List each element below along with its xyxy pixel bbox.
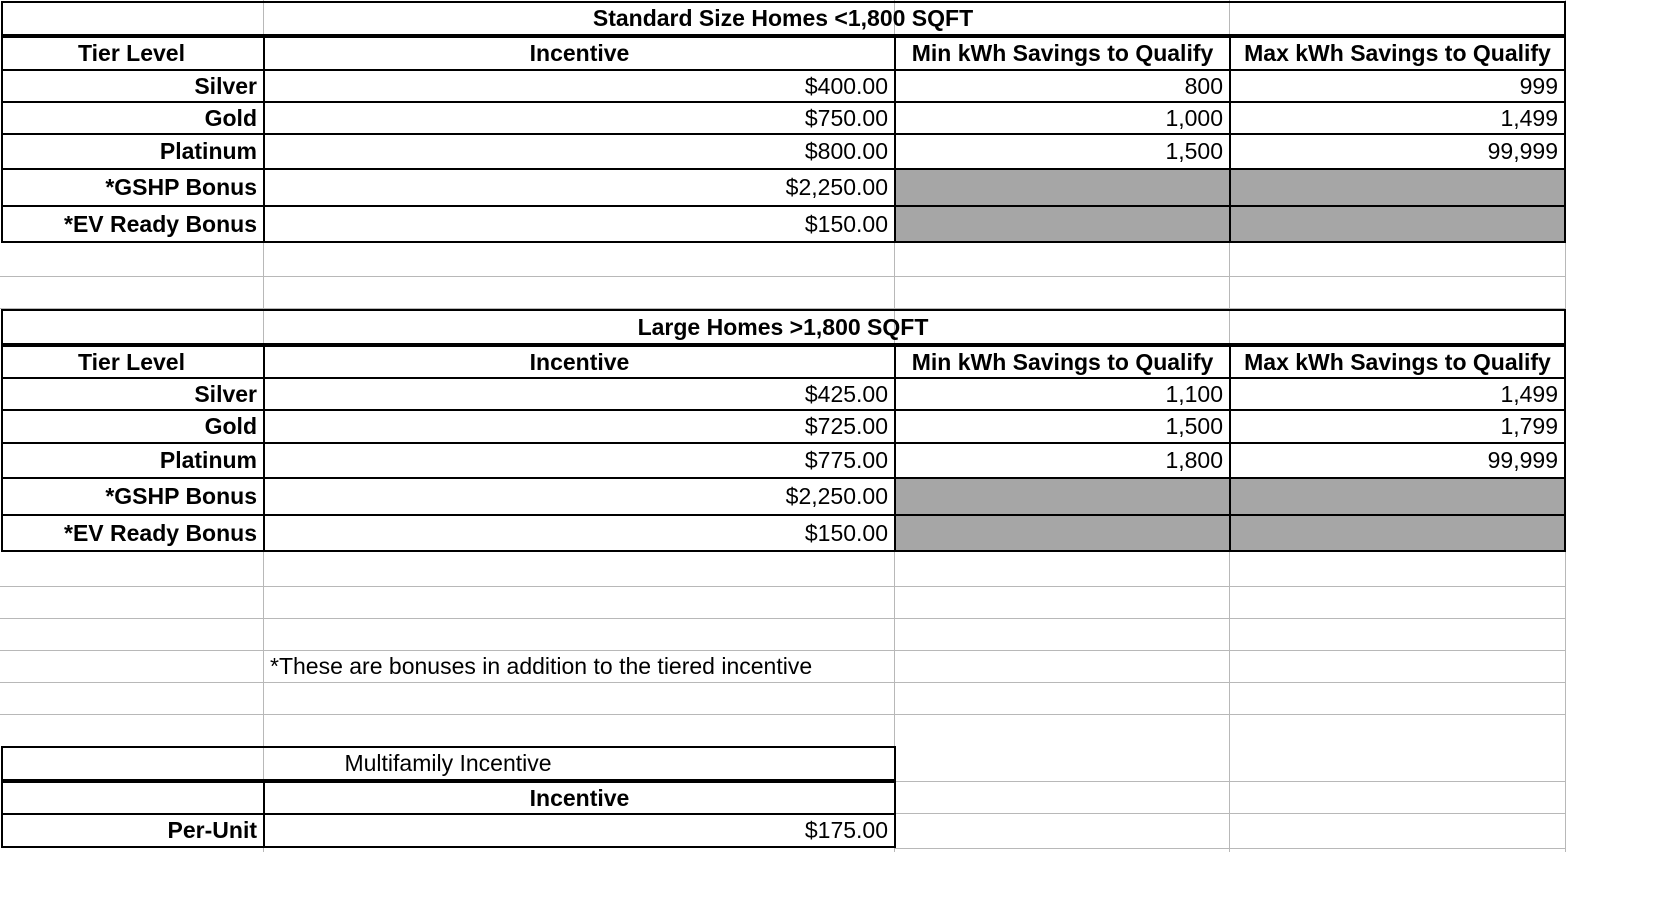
large-tier-gshp-bonus: *GSHP Bonus bbox=[105, 483, 257, 509]
standard-header-incentive: Incentive bbox=[529, 40, 630, 66]
standard-max-kwh-platinum: 99,999 bbox=[1487, 138, 1558, 164]
large-tier-gold: Gold bbox=[204, 413, 257, 439]
large-min-kwh-platinum: 1,800 bbox=[1165, 447, 1223, 473]
standard-header-max-kwh: Max kWh Savings to Qualify bbox=[1244, 40, 1551, 66]
large-max-kwh-gold: 1,799 bbox=[1500, 413, 1558, 439]
bonus-footnote: *These are bonuses in addition to the tiered incentive bbox=[270, 653, 813, 679]
standard-tier-platinum: Platinum bbox=[159, 138, 257, 164]
standard-header-tier-level: Tier Level bbox=[78, 40, 185, 66]
large-min-kwh-silver: 1,100 bbox=[1165, 380, 1223, 407]
multifamily-per-unit-label: Per-Unit bbox=[167, 817, 257, 843]
large-header-incentive: Incentive bbox=[529, 348, 630, 375]
standard-tier-gold: Gold bbox=[204, 104, 257, 131]
large-tier-silver: Silver bbox=[194, 380, 257, 407]
large-tier-platinum: Platinum bbox=[159, 447, 257, 473]
large-incentive-gold: $725.00 bbox=[804, 413, 888, 439]
large-tier-ev-ready-bonus: *EV Ready Bonus bbox=[64, 519, 257, 546]
multifamily-per-unit-incentive: $175.00 bbox=[804, 817, 888, 843]
multifamily-header-incentive: Incentive bbox=[529, 784, 630, 811]
large-section-title: Large Homes >1,800 SQFT bbox=[637, 313, 929, 340]
large-incentive-silver: $425.00 bbox=[804, 380, 888, 407]
standard-tier-ev-ready-bonus: *EV Ready Bonus bbox=[64, 210, 257, 237]
large-incentive-platinum: $775.00 bbox=[804, 447, 888, 473]
large-header-max-kwh: Max kWh Savings to Qualify bbox=[1244, 348, 1551, 375]
standard-min-kwh-gold: 1,000 bbox=[1165, 104, 1223, 131]
multifamily-section-title: Multifamily Incentive bbox=[344, 750, 552, 776]
standard-incentive-ev-ready-bonus: $150.00 bbox=[804, 210, 888, 237]
standard-min-kwh-platinum: 1,500 bbox=[1165, 138, 1223, 164]
standard-section-title: Standard Size Homes <1,800 SQFT bbox=[592, 5, 974, 31]
standard-tier-silver: Silver bbox=[194, 72, 257, 99]
standard-max-kwh-silver: 999 bbox=[1519, 72, 1558, 99]
standard-incentive-silver: $400.00 bbox=[804, 72, 888, 99]
standard-header-min-kwh: Min kWh Savings to Qualify bbox=[911, 40, 1214, 66]
standard-max-kwh-gold: 1,499 bbox=[1500, 104, 1558, 131]
large-header-tier-level: Tier Level bbox=[78, 348, 185, 375]
large-incentive-ev-ready-bonus: $150.00 bbox=[804, 519, 888, 546]
standard-tier-gshp-bonus: *GSHP Bonus bbox=[105, 174, 257, 200]
standard-min-kwh-silver: 800 bbox=[1184, 72, 1223, 99]
standard-incentive-gshp-bonus: $2,250.00 bbox=[785, 174, 888, 200]
large-min-kwh-gold: 1,500 bbox=[1165, 413, 1223, 439]
large-max-kwh-silver: 1,499 bbox=[1500, 380, 1558, 407]
standard-incentive-platinum: $800.00 bbox=[804, 138, 888, 164]
large-incentive-gshp-bonus: $2,250.00 bbox=[785, 483, 888, 509]
large-header-min-kwh: Min kWh Savings to Qualify bbox=[911, 348, 1214, 375]
standard-incentive-gold: $750.00 bbox=[804, 104, 888, 131]
large-max-kwh-platinum: 99,999 bbox=[1487, 447, 1558, 473]
